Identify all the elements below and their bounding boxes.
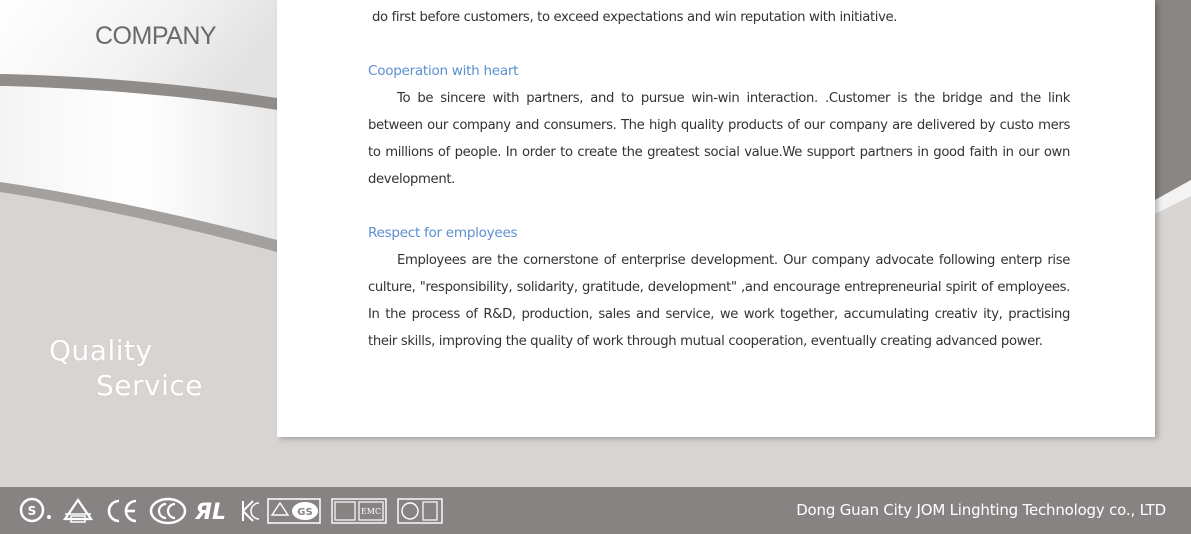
- left-decorative-panel: [0, 0, 277, 487]
- footer-bar: [0, 487, 1191, 534]
- section-body-cooperation: To be sincere with partners, and to pursue win-win interaction. .Customer is the bridge and the link between our company and consumers. The high quality products of our company are delivered by custo mers to millions of people. In order to create the greatest social value.We support partners in good faith in our own development.: [368, 91, 1070, 187]
- svg-text:ЯL: ЯL: [195, 500, 226, 525]
- section-body-employees: Employees are the cornerstone of enterprise development. Our company advocate following enterp rise culture, "responsibility, solidarity, gratitude, development" ,and encourage entrepreneurial spirit of employees. In the process of R&D, production, sales and service, we work together, accumulating creativ ity, practising their skills, improving the quality of work through mutual cooperation, eventually creating advanced power.: [368, 253, 1070, 349]
- slogan-service: Service: [96, 369, 203, 402]
- ul-icon: [195, 495, 235, 527]
- cb-icon: [397, 495, 443, 527]
- section-heading-cooperation: Cooperation with heart: [368, 63, 519, 79]
- svg-text:EMC: EMC: [360, 507, 382, 516]
- svg-text:S: S: [27, 504, 37, 518]
- kc-icon: [239, 495, 261, 527]
- right-decorative-strip: [1155, 0, 1191, 487]
- ce-icon: [105, 495, 141, 527]
- csa-icon: [19, 495, 53, 527]
- company-label: COMPANY: [95, 22, 217, 50]
- gs-tuv-icon: [267, 495, 321, 527]
- section-heading-employees: Respect for employees: [368, 225, 518, 241]
- content-text-area: [368, 0, 1070, 355]
- svg-text:GS: GS: [297, 507, 313, 518]
- footer-company-name: Dong Guan City JOM Linghting Technology co., LTD: [796, 501, 1166, 519]
- intro-paragraph: do first before customers, to exceed expectations and win reputation with initiative.: [372, 10, 898, 25]
- content-card: [277, 0, 1155, 437]
- swoosh-background: [0, 0, 277, 487]
- slogan-quality: Quality: [49, 334, 153, 367]
- right-swoosh: [1155, 0, 1191, 487]
- gs-icon: [61, 495, 95, 527]
- ccc-icon: [149, 495, 187, 527]
- ul-emc-icon: [331, 495, 387, 527]
